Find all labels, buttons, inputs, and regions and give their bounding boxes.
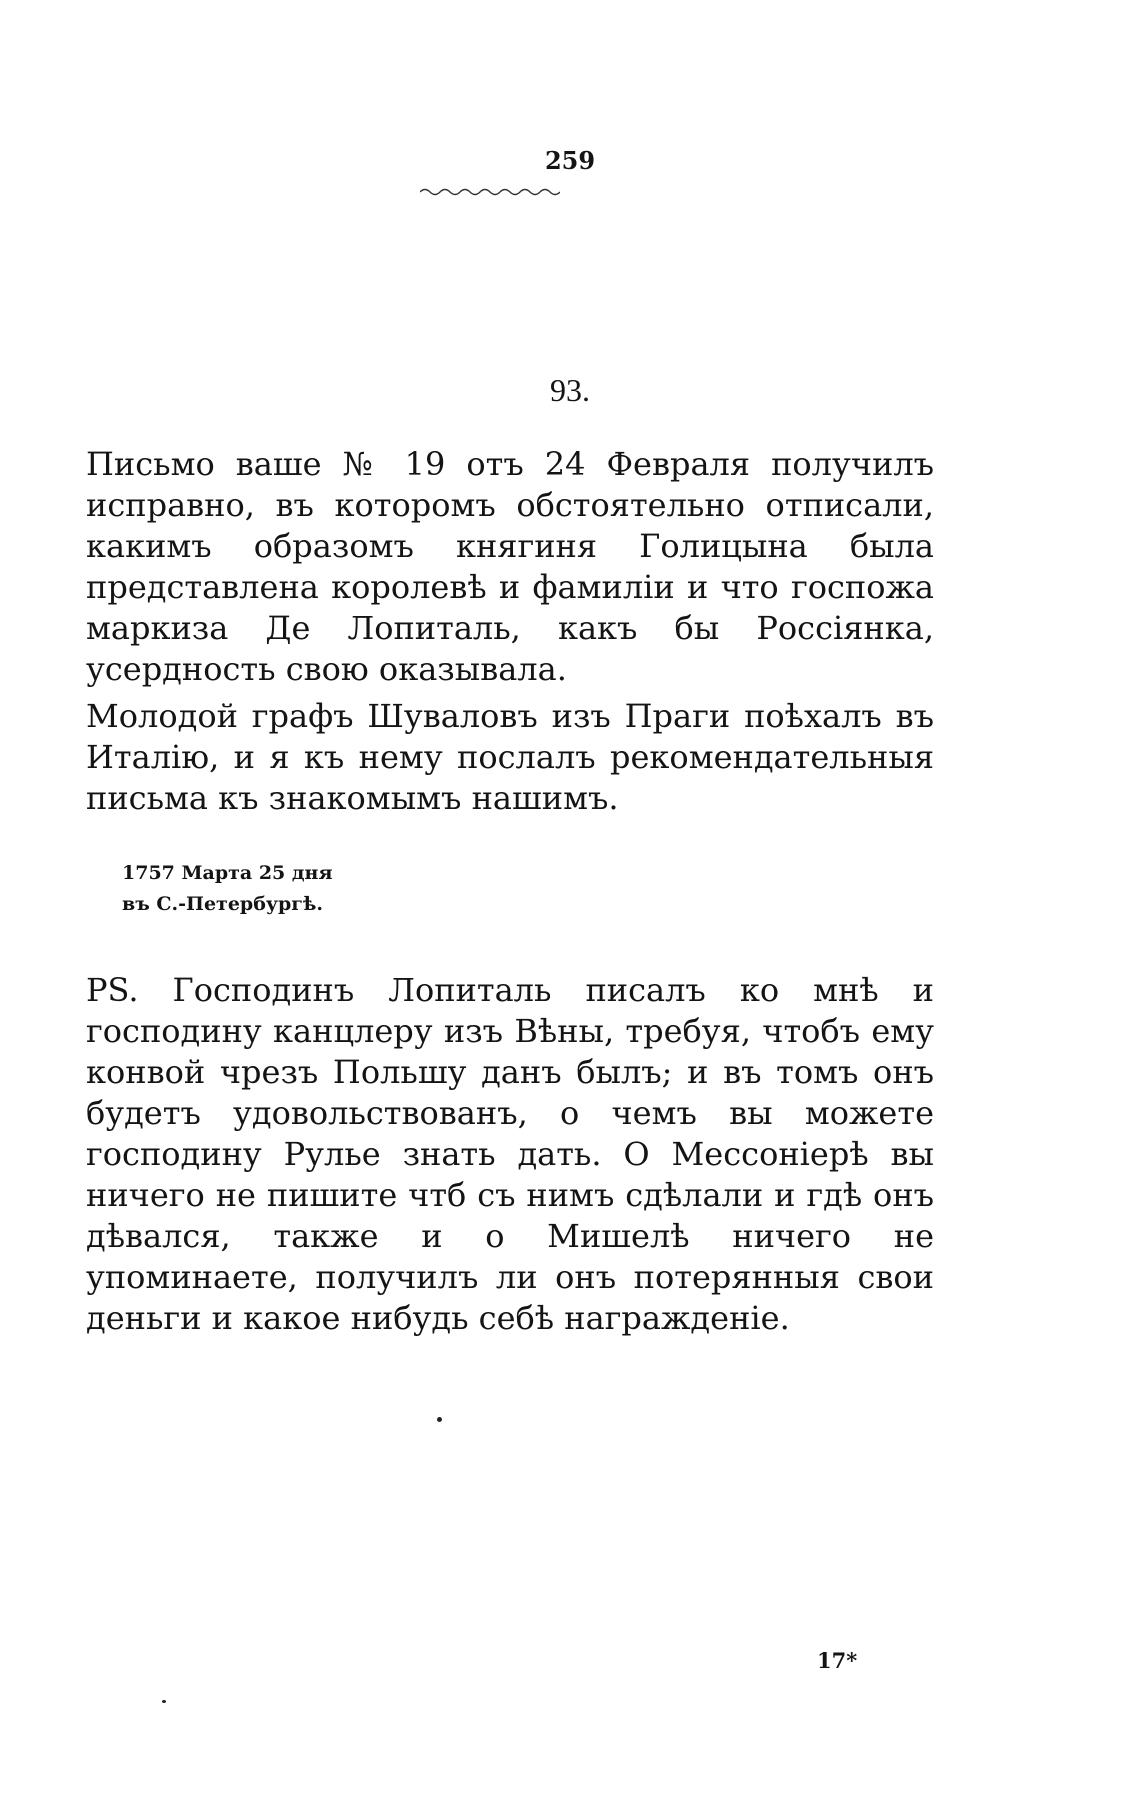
postscript-block — [86, 970, 934, 1339]
print-speck — [162, 1700, 166, 1703]
print-speck — [437, 1417, 442, 1422]
wavy-rule-divider — [420, 186, 560, 198]
letter-body — [86, 444, 934, 819]
letter-paragraph: Молодой графъ Шуваловъ изъ Праги поѣхалъ въ Италію, и я къ нему послалъ рекомендательныя письма къ знакомымъ нашимъ. — [86, 697, 934, 817]
letter-paragraph: Письмо ваше № 19 отъ 24 Февраля получилъ исправно, въ которомъ обстоятельно отписали, какимъ образомъ княгиня Голицына была представлена королевѣ и фамиліи и что госпожа маркиза Де Лопиталь, какъ бы Россіянка, усердность свою оказывала. — [86, 445, 934, 688]
date-line: 1757 Марта 25 дня — [122, 862, 333, 884]
page-number: 259 — [544, 146, 596, 175]
section-number: 93. — [550, 372, 590, 408]
signature-mark: 17* — [817, 1648, 858, 1673]
place-line: въ С.-Петербургѣ. — [122, 893, 323, 915]
date-place-block — [122, 858, 332, 920]
postscript-text: PS. Господинъ Лопиталь писалъ ко мнѣ и господину канцлеру изъ Вѣны, требуя, чтобъ ему конвой чрезъ Польшу данъ былъ; и въ томъ онъ будетъ удовольствованъ, о чемъ вы можете господину Рулье знать дать. О Мессоніерѣ вы ничего не пишите чтб съ нимъ сдѣлали и гдѣ онъ дѣвался, также и о Мишелѣ ничего не упоминаете, получилъ ли онъ потерянныя свои деньги и какое нибудь себѣ награжденіе. — [86, 971, 934, 1337]
